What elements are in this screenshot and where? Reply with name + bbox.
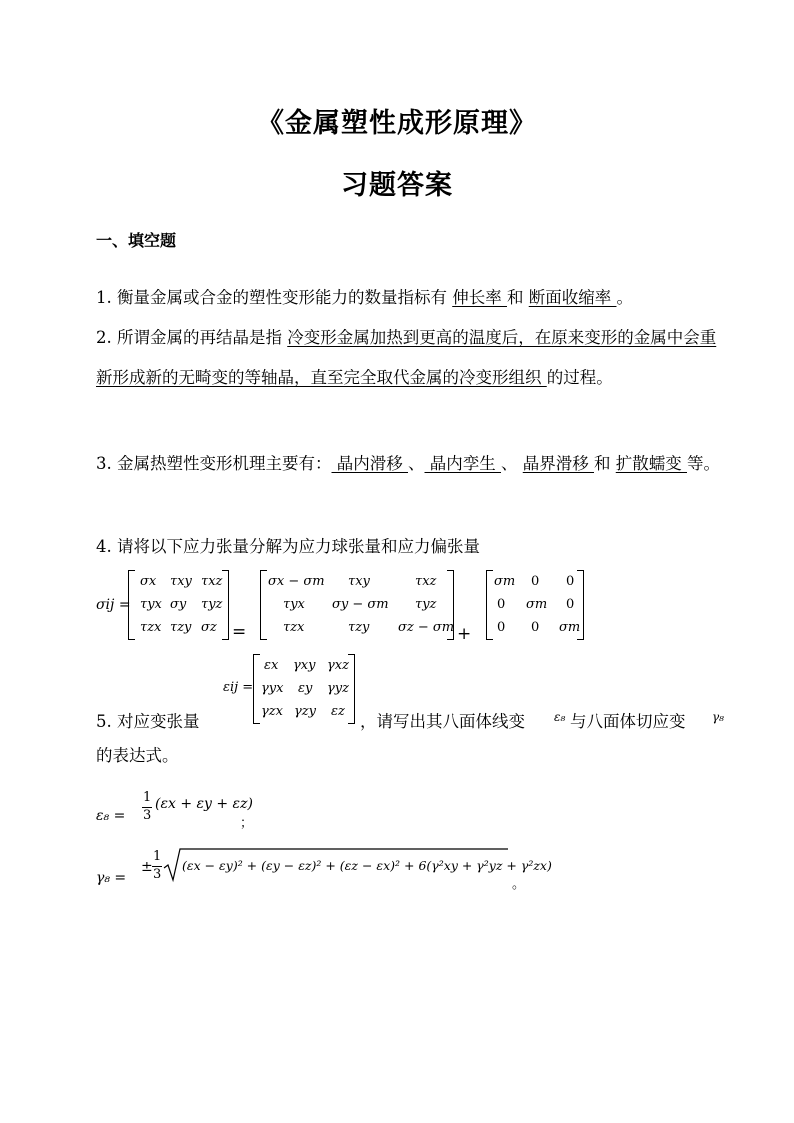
gam8-tail: 。 [512, 877, 526, 892]
eps-13: γxz [327, 658, 349, 673]
gam8-radicand: (εx − εy)² + (εy − εz)² + (εz − εx)² + 6(γ²xy + γ²yz + γ²zx) [182, 858, 552, 873]
frac-numerator: 1 [143, 790, 152, 805]
q1-answer-2: 断面收缩率 [528, 288, 617, 307]
dev-21: τyx [283, 597, 305, 612]
eps-31: γzx [261, 704, 283, 719]
eps8-tail: ； [240, 816, 254, 831]
q1-text: 1. 衡量金属或合金的塑性变形能力的数量指标有 [96, 288, 453, 307]
sph-32: 0 [531, 620, 540, 635]
q3-answer-2: 晶内孪生 [424, 454, 501, 473]
dev-31: τzx [283, 620, 305, 635]
sph-21: 0 [497, 597, 506, 612]
q1-end: 。 [616, 288, 633, 307]
q1-conj: 和 [506, 288, 529, 307]
dev-11: σx − σm [268, 574, 325, 589]
q3-text: 3. 金属热塑性变形机理主要有： [96, 454, 332, 473]
dev-12: τxy [348, 574, 370, 589]
dev-32: τzy [348, 620, 370, 635]
gam8-lhs: γ₈ = [96, 870, 127, 886]
matrix-bracket-left [260, 570, 267, 640]
q5-text-3: 与八面体切应变 [570, 712, 686, 731]
dev-33: σz − σm [398, 620, 455, 635]
eps-22: εy [298, 681, 313, 696]
sph-12: 0 [531, 574, 540, 589]
sph-31: 0 [497, 620, 506, 635]
sph-23: 0 [566, 597, 575, 612]
sigma-22: σy [170, 597, 187, 612]
question-4: 4. 请将以下应力张量分解为应力球张量和应力偏张量 [96, 537, 480, 556]
q1-answer-1: 伸长率 [452, 288, 507, 307]
sigma-13: τxz [201, 574, 223, 589]
dev-23: τyz [415, 597, 437, 612]
gam8-symbol: γ₈ [712, 710, 724, 724]
q3-answer-3: 晶界滑移 [522, 454, 594, 473]
eps-21: γyx [261, 681, 284, 696]
matrix-bracket-right [447, 570, 454, 640]
q3-end: 等。 [687, 454, 720, 473]
document-title: 《金属塑性成形原理》 [257, 108, 537, 139]
eps-33: εz [331, 704, 345, 719]
sigma-21: τyx [140, 597, 162, 612]
sigma-23: τyz [201, 597, 223, 612]
eps-11: εx [264, 658, 279, 673]
eps-23: γyz [327, 681, 349, 696]
question-2 [96, 318, 728, 398]
q3-conj: 和 [594, 454, 616, 473]
document-subtitle: 习题答案 [341, 170, 453, 201]
q3-sep-1: 、 [408, 454, 425, 473]
plus-sign: + [457, 624, 472, 644]
plus-minus: ± [141, 859, 153, 875]
sigma-11: σx [140, 574, 157, 589]
sph-13: 0 [566, 574, 575, 589]
matrix-bracket-left [486, 570, 493, 640]
sph-11: σm [494, 574, 516, 589]
q5-text: 5. 对应变张量 [96, 712, 200, 731]
q2-answer: 冷变形金属加热到更高的温度后，在原来变形的金属中会重新形成新的无畸变的等轴晶，直至完全取代金属的冷变形组织 [96, 328, 717, 387]
equals-sign: = [232, 622, 247, 642]
dev-22: σy − σm [332, 597, 389, 612]
matrix-bracket-left [128, 570, 135, 640]
eps8-rhs: (εx + εy + εz) [155, 796, 253, 812]
matrix-bracket-right [577, 570, 584, 640]
question-1 [96, 278, 728, 318]
dev-13: τxz [415, 574, 437, 589]
q2-text: 2. 所谓金属的再结晶是指 [96, 328, 288, 347]
question-3 [96, 444, 728, 484]
sigma-lhs: σij = [96, 597, 131, 613]
sigma-31: τzx [140, 620, 162, 635]
sph-22: σm [526, 597, 548, 612]
q3-answer-4: 扩散蠕变 [615, 454, 687, 473]
q5-text-2: ，请写出其八面体线变 [360, 712, 525, 731]
eps-12: γxy [293, 658, 316, 673]
q2-end: 的过程。 [546, 368, 613, 387]
eps-lhs: εij = [223, 680, 254, 695]
eps8-lhs: ε₈ = [96, 808, 126, 824]
matrix-bracket-right [222, 570, 229, 640]
frac-denominator: 3 [153, 867, 162, 882]
sigma-32: τzy [170, 620, 192, 635]
q3-answer-1: 晶内滑移 [331, 454, 408, 473]
question-5-line-2: 的表达式。 [96, 746, 179, 765]
eps8-symbol: ε₈ [554, 710, 566, 724]
sigma-33: σz [201, 620, 217, 635]
eps-32: γzy [294, 704, 316, 719]
sph-33: σm [559, 620, 581, 635]
frac-numerator: 1 [153, 849, 162, 864]
section-heading: 一、填空题 [96, 231, 177, 250]
q3-sep-2: 、 [501, 454, 523, 473]
frac-denominator: 3 [143, 808, 152, 823]
sigma-12: τxy [170, 574, 192, 589]
